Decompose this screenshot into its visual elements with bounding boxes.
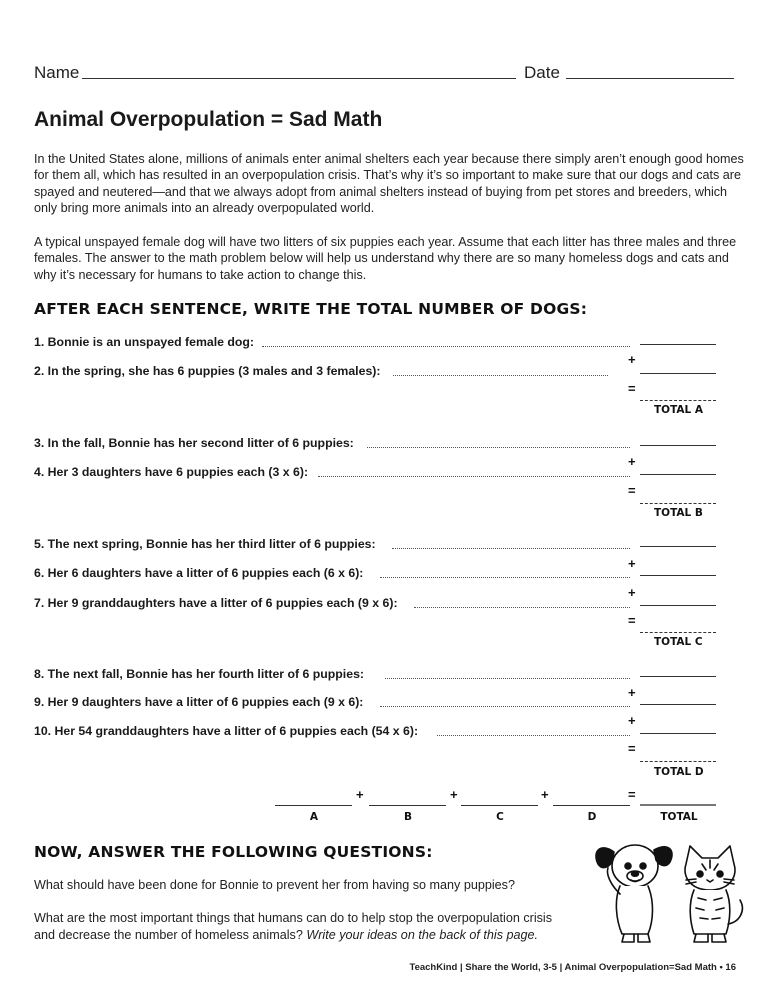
name-field[interactable] [82, 78, 516, 79]
leader-dots [318, 476, 630, 477]
question-a: What should have been done for Bonnie to prevent her from having so many puppies? [34, 878, 515, 892]
total-a-label: TOTAL A [654, 404, 704, 416]
question-3: 3. In the fall, Bonnie has her second litter of 6 puppies: [34, 436, 354, 450]
leader-dots [393, 375, 608, 376]
date-label: Date [524, 63, 560, 82]
leader-dots [262, 346, 630, 347]
date-field[interactable] [566, 78, 734, 79]
name-label: Name [34, 63, 80, 82]
sum-line-b[interactable] [369, 805, 446, 806]
answer-line-6[interactable] [640, 575, 716, 576]
total-d-label: TOTAL D [654, 766, 704, 778]
answer-line-5[interactable] [640, 546, 716, 547]
plus-sign: + [450, 787, 458, 802]
equals-sign: = [628, 787, 636, 802]
plus-sign: + [628, 352, 636, 367]
question-b-line-1: What are the most important things that humans can do to help stop the overpopulation crisis [34, 911, 553, 925]
intro-paragraph-1: In the United States alone, millions of animals enter animal shelters each year because there simply aren’t enough good homes for them all, which has resulted in an overpopulation crisis. That’s why it’s so important to make sure that our dogs and cats are spayed and neutered—and that we always adopt from animal shelters instead of buying from pet stores and breeders, which only bring more animals into an already overpopulated world. [34, 152, 744, 216]
question-b-instruction: Write your ideas on the back of this page. [306, 928, 539, 942]
total-c-label: TOTAL C [654, 636, 703, 648]
sum-label-a: A [309, 811, 319, 823]
leader-dots [385, 678, 630, 679]
section-heading-dogs: AFTER EACH SENTENCE, WRITE THE TOTAL NUMBER OF DOGS: [34, 300, 588, 318]
question-7: 7. Her 9 granddaughters have a litter of 6 puppies each (9 x 6): [34, 596, 398, 610]
page-title: Animal Overpopulation = Sad Math [34, 108, 383, 131]
question-6: 6. Her 6 daughters have a litter of 6 puppies each (6 x 6): [34, 566, 364, 580]
intro-paragraph-2: A typical unspayed female dog will have two litters of six puppies each year. Assume that each litter has three males and three females. The answer to the math problem below will help us understand why there are so many homeless dogs and cats and why it’s necessary for humans to take action to change this. [34, 235, 737, 282]
total-b-label: TOTAL B [654, 507, 703, 519]
section-heading-questions: NOW, ANSWER THE FOLLOWING QUESTIONS: [34, 843, 433, 861]
plus-sign: + [628, 556, 636, 571]
dog-and-cat-illustration [590, 834, 750, 946]
sum-line-total[interactable] [640, 804, 716, 806]
leader-dots [437, 735, 630, 736]
sum-label-c: C [496, 811, 504, 823]
sum-line-d[interactable] [553, 805, 630, 806]
total-a-line[interactable] [640, 400, 716, 401]
total-c-line[interactable] [640, 632, 716, 633]
question-1: 1. Bonnie is an unspayed female dog: [34, 335, 255, 349]
question-8: 8. The next fall, Bonnie has her fourth litter of 6 puppies: [34, 667, 364, 681]
answer-line-2[interactable] [640, 373, 716, 374]
equals-sign: = [628, 381, 636, 396]
answer-line-1[interactable] [640, 344, 716, 345]
leader-dots [380, 706, 630, 707]
sum-label-b: B [403, 811, 412, 823]
question-4: 4. Her 3 daughters have 6 puppies each (3 x 6): [34, 465, 309, 479]
plus-sign: + [628, 685, 636, 700]
plus-sign: + [541, 787, 549, 802]
answer-line-7[interactable] [640, 605, 716, 606]
sum-label-d: D [587, 811, 597, 823]
equals-sign: = [628, 613, 636, 628]
question-b-line-2 [34, 928, 538, 942]
leader-dots [392, 548, 630, 549]
page-footer: TeachKind | Share the World, 3-5 | Animal Overpopulation=Sad Math • 16 [409, 962, 736, 973]
plus-sign: + [628, 454, 636, 469]
answer-line-3[interactable] [640, 445, 716, 446]
question-10: 10. Her 54 granddaughters have a litter of 6 puppies each (54 x 6): [34, 724, 419, 738]
answer-line-10[interactable] [640, 733, 716, 734]
question-b-text: and decrease the number of homeless animals? [34, 928, 303, 942]
sum-line-a[interactable] [275, 805, 352, 806]
equals-sign: = [628, 741, 636, 756]
answer-line-9[interactable] [640, 704, 716, 705]
total-d-line[interactable] [640, 761, 716, 762]
sum-line-c[interactable] [461, 805, 538, 806]
answer-line-4[interactable] [640, 474, 716, 475]
sum-label-total: TOTAL [660, 811, 698, 823]
question-2: 2. In the spring, she has 6 puppies (3 males and 3 females): [34, 364, 381, 378]
equals-sign: = [628, 483, 636, 498]
plus-sign: + [628, 585, 636, 600]
answer-line-8[interactable] [640, 676, 716, 677]
leader-dots [380, 577, 630, 578]
leader-dots [414, 607, 630, 608]
question-5: 5. The next spring, Bonnie has her third litter of 6 puppies: [34, 537, 376, 551]
leader-dots [367, 447, 630, 448]
plus-sign: + [628, 713, 636, 728]
question-9: 9. Her 9 daughters have a litter of 6 puppies each (9 x 6): [34, 695, 364, 709]
plus-sign: + [356, 787, 364, 802]
total-b-line[interactable] [640, 503, 716, 504]
